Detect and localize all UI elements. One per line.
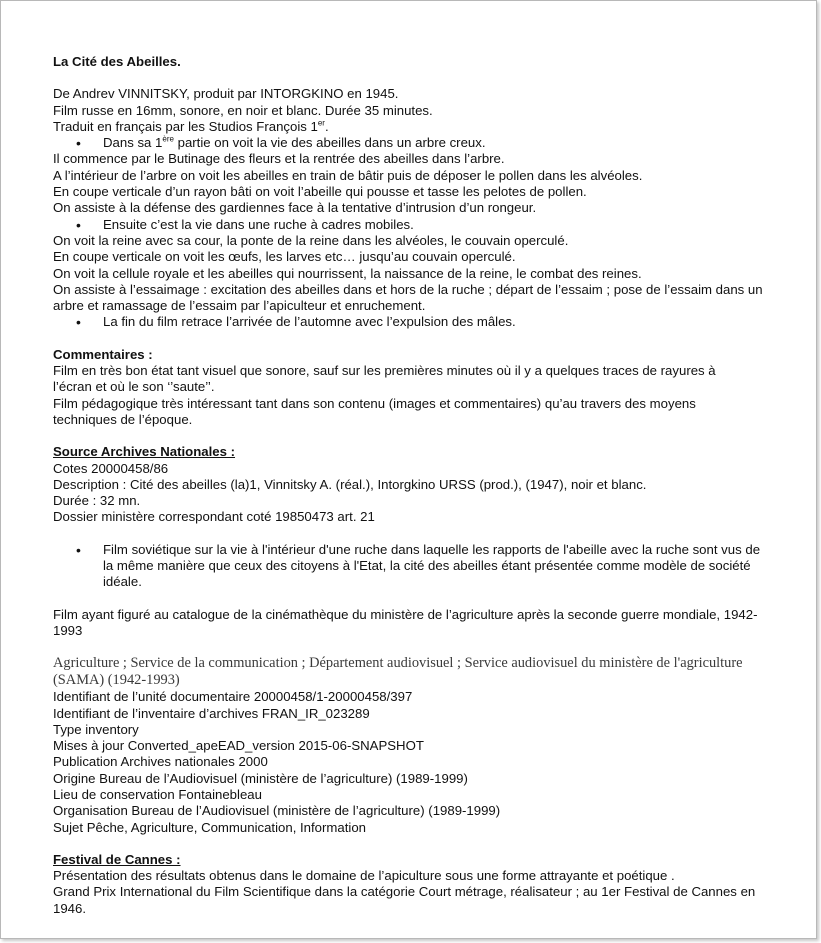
translation-text: Traduit en français par les Studios François 1 xyxy=(53,118,318,134)
intro-format: Film russe en 16mm, sonore, en noir et blanc. Durée 35 minutes. xyxy=(53,102,433,118)
archives-duree: Durée : 32 mn. xyxy=(53,493,141,509)
document-title: La Cité des Abeilles. xyxy=(53,54,181,69)
archives-meta-line: Organisation Bureau de l’Audiovisuel (ministère de l’agriculture) (1989-1999) xyxy=(53,803,501,819)
commentaires-paragraph-2: Film pédagogique très intéressant tant dans son contenu (images et commentaires) qu’au travers des moyens techniques de l’époque. xyxy=(53,395,696,427)
archives-meta-line: Lieu de conservation Fontainebleau xyxy=(53,786,262,802)
archives-service: Agriculture ; Service de la communication ; Département audiovisuel ; Service audiovisuel du ministère de l'agriculture (SAMA) (1942-1993) xyxy=(53,655,743,689)
archives-meta-line: Sujet Pêche, Agriculture, Communication, Information xyxy=(53,819,366,835)
intro-translation xyxy=(53,119,773,135)
synopsis-line: On voit la cellule royale et les abeilles qui nourrissent, la naissance de la reine, le combat des reines. xyxy=(53,265,642,281)
synopsis-line: On voit la reine avec sa cour, la ponte de la reine dans les alvéoles, le couvain operculé. xyxy=(53,232,569,248)
archives-meta-line: Publication Archives nationales 2000 xyxy=(53,754,268,770)
spacer xyxy=(53,428,773,444)
synopsis-line: A l’intérieur de l’arbre on voit les abeilles en train de bâtir puis de déposer le pollen dans les alvéoles. xyxy=(53,167,643,183)
synopsis-line: En coupe verticale on voit les œufs, les larves etc… jusqu’au couvain operculé. xyxy=(53,249,516,265)
bullet-1-post: partie on voit la vie des abeilles dans un arbre creux. xyxy=(173,135,486,151)
synopsis-line: En coupe verticale d’un rayon bâti on voit l’abeille qui pousse et tasse les pelotes de pollen. xyxy=(53,184,587,200)
translation-sup: er xyxy=(317,118,325,128)
archives-catalogue: Film ayant figuré au catalogue de la cinémathèque du ministère de l’agriculture après la seconde guerre mondiale, 1942-1993 xyxy=(53,606,758,638)
bullet-1-sup: ère xyxy=(162,134,174,144)
synopsis-line: On assiste à la défense des gardiennes face à la tentative d’intrusion d’un rongeur. xyxy=(53,200,537,216)
archives-meta-line: Identifiant de l’unité documentaire 20000458/1-20000458/397 xyxy=(53,689,413,705)
spacer xyxy=(53,591,773,607)
spacer xyxy=(53,526,773,542)
document-body xyxy=(53,54,773,917)
synopsis-line: Il commence par le Butinage des fleurs et la rentrée des abeilles dans l’arbre. xyxy=(53,151,505,167)
translation-end: . xyxy=(324,118,329,134)
spacer xyxy=(53,331,773,347)
festival-line-2: Grand Prix International du Film Scientifique dans la catégorie Court métrage, réalisateur ; au 1er Festival de Cannes en 1946. xyxy=(53,884,756,916)
archives-bullet: • Film soviétique sur la vie à l'intérieur d'une ruche dans laquelle les rapports de l'abeille avec la ruche sont vus de la même manière que ceux des citoyens à l'Etat, la cité des abeilles étant présentée comme modèle de société idéale. xyxy=(53,542,768,591)
synopsis-swarm-paragraph: On assiste à l’essaimage : excitation des abeilles dans et hors de la ruche ; départ de l’essaim ; pose de l’essaim dans un arbre et ramassage de l’essaim par l’apiculteur et enruchement. xyxy=(53,281,763,314)
archives-cotes: Cotes 20000458/86 xyxy=(53,460,169,476)
spacer xyxy=(53,639,773,655)
commentaires-paragraph-1: Film en très bon état tant visuel que sonore, sauf sur les premières minutes où il y a quelques traces de rayures à l’écran et où le son ‘’saute’’. xyxy=(53,363,716,395)
archives-heading: Source Archives Nationales : xyxy=(53,444,236,460)
spacer xyxy=(53,70,773,86)
bullet-1-pre: Dans sa 1 xyxy=(103,135,163,151)
archives-meta-line: Type inventory xyxy=(53,721,139,737)
festival-heading: Festival de Cannes : xyxy=(53,851,181,867)
archives-description: Description : Cité des abeilles (la)1, Vinnitsky A. (réal.), Intorgkino URSS (prod.), (1947), noir et blanc. xyxy=(53,476,647,492)
synopsis-bullet-1 xyxy=(53,135,773,151)
archives-meta-line: Origine Bureau de l’Audiovisuel (ministère de l’agriculture) (1989-1999) xyxy=(53,770,468,786)
archives-meta-line: Identifiant de l’inventaire d’archives FRAN_IR_023289 xyxy=(53,705,370,721)
commentaires-heading: Commentaires : xyxy=(53,346,153,362)
festival-line-1: Présentation des résultats obtenus dans le domaine de l’apiculture sous une forme attrayante et poétique . xyxy=(53,868,675,884)
archives-meta-line: Mises à jour Converted_apeEAD_version 2015-06-SNAPSHOT xyxy=(53,738,424,754)
archives-dossier: Dossier ministère correspondant coté 19850473 art. 21 xyxy=(53,509,375,525)
intro-credits: De Andrev VINNITSKY, produit par INTORGKINO en 1945. xyxy=(53,86,399,102)
synopsis-bullet-2: • Ensuite c’est la vie dans une ruche à cadres mobiles. xyxy=(53,217,773,233)
synopsis-bullet-3: • La fin du film retrace l’arrivée de l’automne avec l’expulsion des mâles. xyxy=(53,314,773,330)
spacer xyxy=(53,836,773,852)
